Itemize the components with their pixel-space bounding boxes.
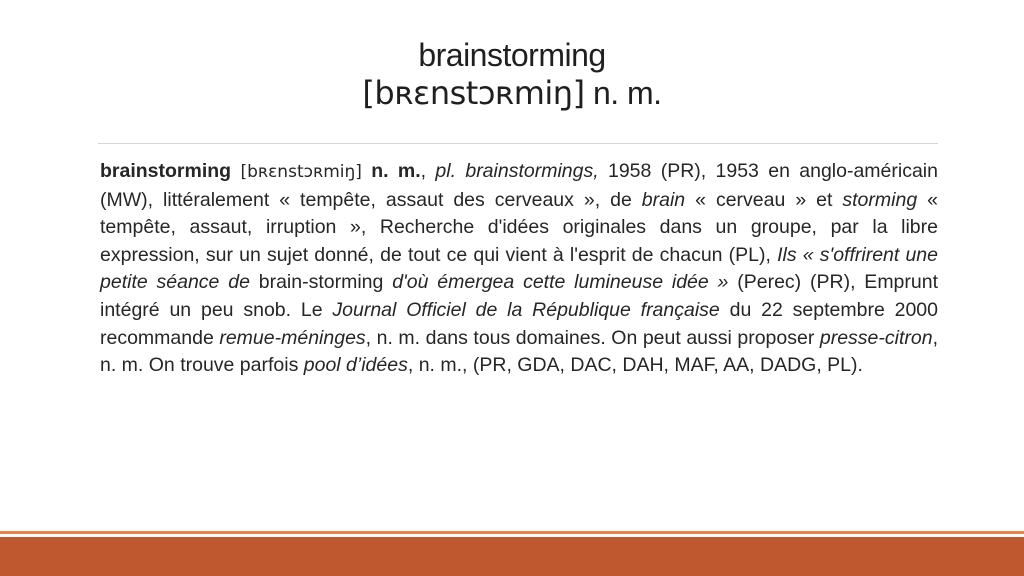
journal-officiel: Journal Officiel de la République française bbox=[332, 298, 720, 321]
text-run: , bbox=[420, 160, 436, 182]
text-run: (Perec) (PR), Emprunt intégré un peu snob. Le bbox=[100, 271, 939, 321]
title-divider bbox=[98, 143, 938, 144]
text-run: « cerveau » et bbox=[685, 188, 843, 211]
title-word: brainstorming bbox=[418, 37, 606, 73]
quote-part-2: d'où émergea cette lumineuse idée » bbox=[392, 271, 729, 294]
text-run: 1958 (PR), 1953 en anglo-américain (MW), littéralement « tempête, assaut des cerveaux », de bbox=[100, 160, 938, 211]
term-pool-idees: pool d’idées bbox=[303, 354, 408, 377]
footer-bar bbox=[0, 537, 1024, 576]
headword: brainstorming bbox=[100, 160, 232, 182]
text-run: , n. m. On trouve parfois bbox=[100, 326, 939, 377]
slide-title bbox=[0, 36, 1024, 112]
etymology-storming: storming bbox=[842, 188, 918, 211]
term-presse-citron: presse-citron bbox=[819, 326, 933, 349]
title-line-2 bbox=[0, 74, 1024, 112]
text-run: brain-storming bbox=[249, 271, 393, 294]
text-run: , n. m. dans tous domaines. On peut aussi proposer bbox=[365, 326, 820, 349]
pronunciation: [bʀɛnstɔʀmiŋ] bbox=[240, 162, 362, 182]
footer-accent-line bbox=[0, 531, 1024, 534]
text-run bbox=[362, 160, 371, 182]
text-run: du 22 septembre 2000 recommande bbox=[100, 298, 938, 349]
grammar-label: n. m. bbox=[371, 160, 421, 182]
text-run: , n. m., (PR, GDA, DAC, DAH, MAF, AA, DADG, PL). bbox=[407, 354, 863, 377]
definition-paragraph bbox=[100, 158, 938, 380]
title-grammar: n. m. bbox=[592, 75, 662, 111]
etymology-brain: brain bbox=[641, 188, 686, 211]
plural-form: pl. brainstormings, bbox=[435, 160, 599, 182]
term-remue-meninges: remue-méninges bbox=[219, 326, 366, 349]
title-pronunciation: [bʀɛnstɔʀmiŋ] bbox=[362, 74, 585, 112]
quote-part-1: Ils « s'offrirent une petite séance de bbox=[100, 243, 939, 294]
text-run: « tempête, assaut, irruption », Recherche d'idées originales dans un groupe, par la libre expression, sur un sujet donné, de tout ce qui vient à l'esprit de chacun (PL), bbox=[100, 188, 938, 266]
